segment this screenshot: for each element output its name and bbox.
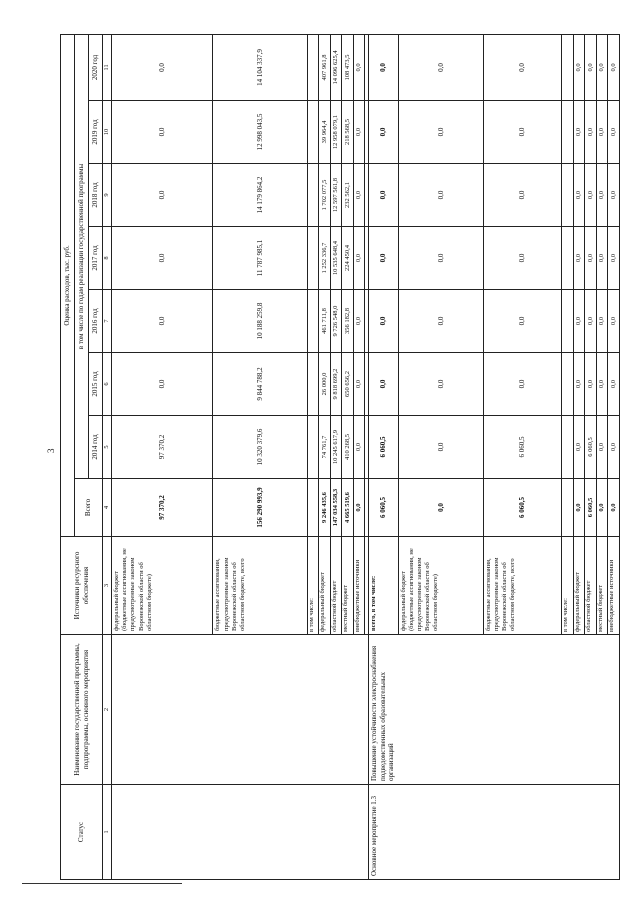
source-cell: внебюджетные источники [608, 537, 620, 635]
value-cell: 0,0 [585, 290, 597, 353]
header-year: 2015 год [89, 353, 103, 416]
source-cell: областной бюджет [585, 537, 597, 635]
header-source: Источники ресурсного обеспечения [61, 537, 103, 635]
value-cell: 0,0 [608, 416, 620, 479]
source-cell: федеральный бюджет (бюджетные ассигнования, не предусмотренные законом Воронежской области об областном бюджете) [112, 537, 213, 635]
column-number: 1 [103, 785, 112, 880]
column-number: 11 [103, 34, 112, 100]
value-cell: 0,0 [585, 34, 597, 100]
value-cell: 4 665 519,6 [342, 479, 354, 537]
column-number: 2 [103, 635, 112, 785]
value-cell: 10 245 617,9 [330, 416, 342, 479]
value-cell: 0,0 [608, 164, 620, 227]
budget-table-sheet [60, 35, 620, 880]
column-number: 4 [103, 479, 112, 537]
value-cell: 0,0 [585, 164, 597, 227]
column-number: 9 [103, 164, 112, 227]
value-cell: 0,0 [573, 290, 585, 353]
value-cell: 0,0 [608, 290, 620, 353]
value-cell: 0,0 [353, 34, 365, 100]
value-cell: 6 060,5 [585, 416, 597, 479]
name-cell: Повышение устойчивости электроснабжения подведомственных образовательных организаций [368, 635, 619, 785]
value-cell: 0,0 [398, 34, 483, 100]
value-cell: 97 370,2 [112, 479, 213, 537]
footer-rule [22, 883, 182, 884]
value-cell: 0,0 [368, 34, 398, 100]
value-cell: 0,0 [585, 101, 597, 164]
value-cell: 147 034 558,3 [330, 479, 342, 537]
value-cell: 0,0 [573, 164, 585, 227]
header-year: 2014 год [89, 416, 103, 479]
value-cell: 650 656,2 [342, 353, 354, 416]
value-cell: 0,0 [353, 290, 365, 353]
value-cell: 0,0 [484, 290, 562, 353]
value-cell: 156 290 993,9 [213, 479, 307, 537]
value-cell: 9 818 699,2 [330, 353, 342, 416]
value-cell: 6 060,5 [368, 479, 398, 537]
source-cell: в том числе: [307, 537, 319, 635]
source-cell: внебюджетные источники [353, 537, 365, 635]
value-cell: 1 702 077,5 [319, 164, 331, 227]
value-cell: 0,0 [112, 353, 213, 416]
value-cell: 0,0 [353, 227, 365, 290]
value-cell: 0,0 [353, 416, 365, 479]
value-cell: 218 568,5 [342, 101, 354, 164]
value-cell: 14 104 337,9 [213, 34, 307, 100]
value-cell: 232 562,1 [342, 164, 354, 227]
status-cell [112, 785, 369, 880]
value-cell: 0,0 [596, 101, 608, 164]
value-cell: 6 060,5 [484, 479, 562, 537]
value-cell: 0,0 [585, 227, 597, 290]
value-cell: 0,0 [596, 227, 608, 290]
value-cell: 0,0 [484, 227, 562, 290]
value-cell: 0,0 [608, 34, 620, 100]
header-year: 2019 год [89, 101, 103, 164]
header-year: 2017 год [89, 227, 103, 290]
value-cell: 0,0 [398, 479, 483, 537]
value-cell: 0,0 [368, 101, 398, 164]
value-cell: 9 246 435,6 [319, 479, 331, 537]
page-number: 3 [46, 448, 56, 453]
source-cell: местный бюджет [596, 537, 608, 635]
value-cell: 0,0 [112, 227, 213, 290]
value-cell: 14 096 625,4 [330, 34, 342, 100]
header-by-year: в том числе по годам реализации государственной программы [75, 34, 89, 478]
value-cell: 0,0 [112, 164, 213, 227]
value-cell: 9 726 548,0 [330, 290, 342, 353]
source-cell: областной бюджет [330, 537, 342, 635]
source-cell: федеральный бюджет [573, 537, 585, 635]
value-cell: 0,0 [368, 227, 398, 290]
column-number: 7 [103, 290, 112, 353]
column-number: 5 [103, 416, 112, 479]
value-cell: 10 188 259,8 [213, 290, 307, 353]
value-cell: 6 060,5 [368, 416, 398, 479]
value-cell: 0,0 [398, 101, 483, 164]
value-cell: 12 958 079,1 [330, 101, 342, 164]
value-cell: 410 268,5 [342, 416, 354, 479]
value-cell: 0,0 [573, 416, 585, 479]
value-cell: 0,0 [112, 34, 213, 100]
source-cell: всего, в том числе: [368, 537, 398, 635]
value-cell: 0,0 [573, 479, 585, 537]
value-cell: 0,0 [596, 34, 608, 100]
value-cell: 0,0 [484, 101, 562, 164]
value-cell: 407 961,8 [319, 34, 331, 100]
value-cell: 0,0 [353, 479, 365, 537]
value-cell: 6 060,5 [585, 479, 597, 537]
header-estimate: Оценка расходов, тыс. руб. [61, 34, 75, 536]
value-cell: 39 964,4 [319, 101, 331, 164]
value-cell: 0,0 [484, 164, 562, 227]
value-cell: 0,0 [112, 290, 213, 353]
value-cell: 97 370,2 [112, 416, 213, 479]
value-cell: 10 535 648,4 [330, 227, 342, 290]
value-cell: 6 060,5 [484, 416, 562, 479]
header-total: Всего [75, 479, 103, 537]
table-row [112, 34, 213, 879]
value-cell: 0,0 [368, 290, 398, 353]
budget-table [60, 34, 620, 880]
column-number: 3 [103, 537, 112, 635]
value-cell: 0,0 [608, 479, 620, 537]
value-cell: 11 787 985,1 [213, 227, 307, 290]
source-cell: федеральный бюджет (бюджетные ассигнования, не предусмотренные законом Воронежской области об областном бюджете) [398, 537, 483, 635]
value-cell: 0,0 [112, 101, 213, 164]
value-cell: 0,0 [368, 164, 398, 227]
value-cell: 10 320 379,6 [213, 416, 307, 479]
value-cell: 0,0 [353, 101, 365, 164]
value-cell: 461 711,8 [319, 290, 331, 353]
value-cell: 9 844 788,2 [213, 353, 307, 416]
value-cell: 74 761,7 [319, 416, 331, 479]
value-cell: 0,0 [353, 164, 365, 227]
source-cell: местный бюджет [342, 537, 354, 635]
source-cell: федеральный бюджет [319, 537, 331, 635]
value-cell: 0,0 [573, 34, 585, 100]
value-cell: 0,0 [573, 227, 585, 290]
header-year: 2020 год [89, 34, 103, 100]
value-cell: 0,0 [368, 353, 398, 416]
value-cell: 26 000,0 [319, 353, 331, 416]
value-cell: 0,0 [353, 353, 365, 416]
value-cell: 12 998 043,5 [213, 101, 307, 164]
value-cell: 0,0 [608, 227, 620, 290]
value-cell: 0,0 [398, 416, 483, 479]
value-cell: 0,0 [608, 353, 620, 416]
value-cell: 12 597 561,8 [330, 164, 342, 227]
value-cell: 0,0 [573, 101, 585, 164]
header-year: 2018 год [89, 164, 103, 227]
value-cell: 0,0 [596, 479, 608, 537]
column-number: 10 [103, 101, 112, 164]
value-cell: 108 473,5 [342, 34, 354, 100]
value-cell: 0,0 [398, 227, 483, 290]
value-cell: 0,0 [484, 353, 562, 416]
value-cell: 356 182,8 [342, 290, 354, 353]
source-cell: в том числе: [562, 537, 574, 635]
header-status: Статус [61, 785, 103, 880]
value-cell: 14 179 864,2 [213, 164, 307, 227]
column-numbers-row [103, 34, 112, 879]
source-cell: бюджетные ассигнования, предусмотренные законом Воронежской области об областном бюджете, всего [484, 537, 562, 635]
header-name: Наименование государственной программы, подпрограммы, основного мероприятия [61, 635, 103, 785]
value-cell: 224 450,4 [342, 227, 354, 290]
value-cell: 1 252 336,7 [319, 227, 331, 290]
name-cell [112, 635, 369, 785]
value-cell: 0,0 [596, 416, 608, 479]
value-cell: 0,0 [573, 353, 585, 416]
value-cell: 0,0 [596, 164, 608, 227]
value-cell: 0,0 [585, 353, 597, 416]
value-cell: 0,0 [484, 34, 562, 100]
value-cell: 0,0 [398, 353, 483, 416]
column-number: 8 [103, 227, 112, 290]
column-number: 6 [103, 353, 112, 416]
value-cell: 0,0 [608, 101, 620, 164]
value-cell: 0,0 [398, 290, 483, 353]
value-cell: 0,0 [398, 164, 483, 227]
value-cell: 0,0 [596, 353, 608, 416]
status-cell: Основное мероприятие 1.3 [368, 785, 619, 880]
header-year: 2016 год [89, 290, 103, 353]
table-row [368, 34, 398, 879]
source-cell: бюджетные ассигнования, предусмотренные законом Воронежской области об областном бюджете, всего [213, 537, 307, 635]
value-cell: 0,0 [596, 290, 608, 353]
